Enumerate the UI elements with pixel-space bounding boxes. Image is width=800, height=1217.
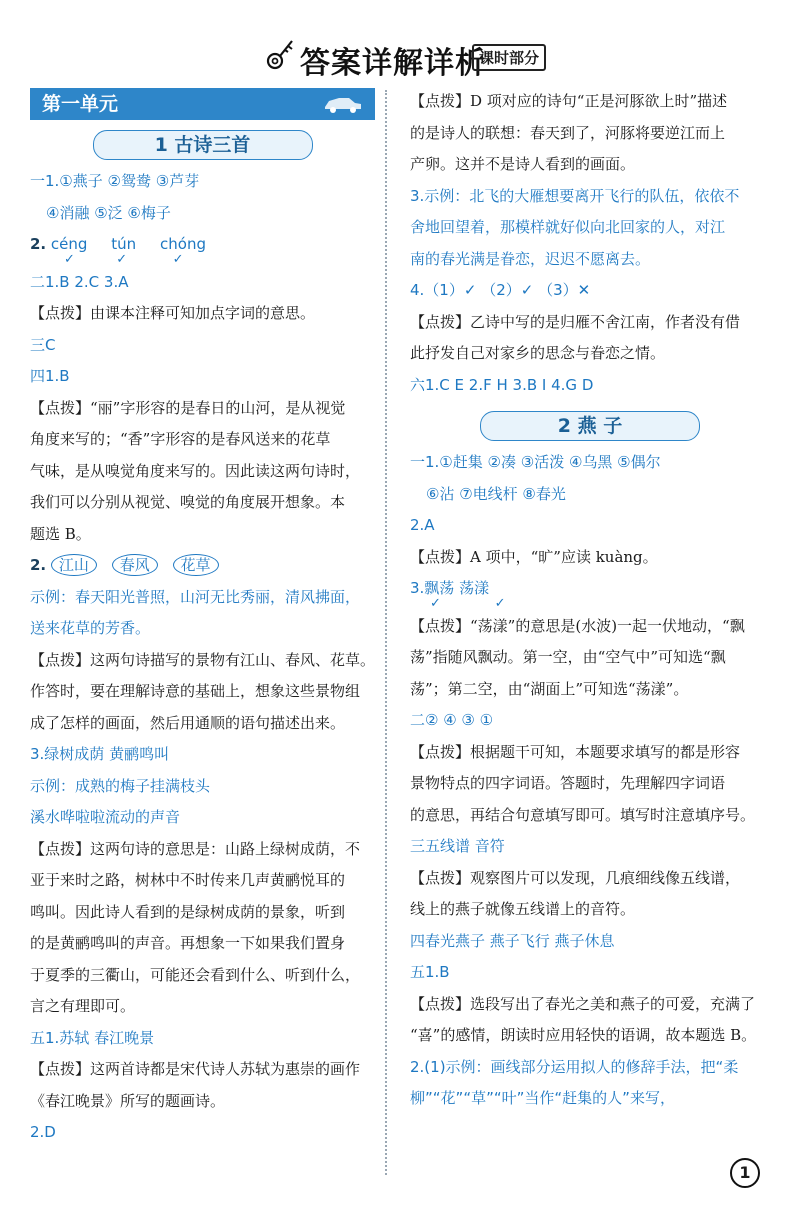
lesson-title: 1 古诗三首 xyxy=(93,130,313,160)
unit-title: 第一单元 xyxy=(42,93,119,115)
tip-line: 此抒发自己对家乡的思念与眷恋之情。 xyxy=(410,344,666,362)
tip-line: 【点拨】D 项对应的诗句“正是河豚欲上时”描述 xyxy=(410,92,728,110)
tip-line: 产卵。这并不是诗人看到的画面。 xyxy=(410,155,636,173)
tip-line: 【点拨】“荡漾”的意思是(水波)一起一伏地动，“飘 xyxy=(410,616,745,635)
oval-answers xyxy=(30,550,375,582)
pinyin-item: céng xyxy=(50,235,88,253)
tip-line: 【点拨】“丽”字形容的是春日的山河，是从视觉 xyxy=(30,398,346,417)
tip-line: 线上的燕子就像五线谱上的音符。 xyxy=(410,900,636,918)
tip-line: 【点拨】观察图片可以发现，几痕细线像五线谱， xyxy=(410,868,741,887)
tip-line: 亚于来时之路，树林中不时传来几声黄鹂悦耳的 xyxy=(30,871,346,889)
page-title: 答案详解详析 xyxy=(300,46,486,81)
tip-line: 的是诗人的联想：春天到了，河豚将要逆江而上 xyxy=(410,123,726,142)
answer-line: 一1.①赶集 ②凑 ③活泼 ④乌黑 ⑤偶尔 xyxy=(410,453,661,471)
tip-line: 成了怎样的画面，然后用通顺的语句描述出来。 xyxy=(30,713,346,732)
answer-line: 五1.B xyxy=(410,963,450,981)
tip-line: 题选 B。 xyxy=(30,524,91,543)
check-marks: ✓ ✓ xyxy=(430,595,506,611)
tip-line: 【点拨】乙诗中写的是归雁不舍江南，作者没有借 xyxy=(410,312,741,331)
tip-line: 气味，是从嗅觉角度来写的。因此读这两句诗时， xyxy=(30,461,361,480)
tip-line: 【点拨】由课本注释可知加点字词的意思。 xyxy=(30,304,316,322)
section-tag: 课时部分 xyxy=(472,44,546,71)
answer-line: 3.飘荡 荡漾 xyxy=(410,579,490,597)
oval-answer: 江山 xyxy=(51,554,97,576)
answer-line: 3.绿树成荫 黄鹂鸣叫 xyxy=(30,745,170,763)
answer-line: 三C xyxy=(30,335,56,354)
example-line: 3.示例：北飞的大雁想要离开飞行的队伍，依依不 xyxy=(410,186,740,205)
tip-line: 【点拨】选段写出了春光之美和燕子的可爱，充满了 xyxy=(410,994,756,1013)
tip-line: 【点拨】这两句诗描写的景物有江山、春风、花草。 xyxy=(30,650,376,669)
tip-line: 荡”；第二空，由“湖面上”可知选“荡漾”。 xyxy=(410,679,689,698)
tip-line: 荡”指随风飘动。第一空，由“空气中”可知选“飘 xyxy=(410,648,726,666)
left-column xyxy=(30,86,375,1149)
tip-line: “喜”的感情，朗读时应用轻快的语调，故本题选 B。 xyxy=(410,1026,757,1044)
tip-line: 角度来写的；“香”字形容的是春风送来的花草 xyxy=(30,430,331,448)
answer-line: 2.A xyxy=(410,516,435,534)
tip-line: 《春江晚景》所写的题画诗。 xyxy=(30,1091,226,1110)
answer-line: 四1.B xyxy=(30,367,70,385)
example-line: 示例：成熟的梅子挂满枝头 xyxy=(30,776,211,795)
page-header xyxy=(0,34,800,81)
page-number: 1 xyxy=(730,1158,760,1188)
oval-answer: 春风 xyxy=(112,554,158,576)
key-icon xyxy=(266,36,296,70)
tip-line: 【点拨】这两句诗的意思是：山路上绿树成荫，不 xyxy=(30,839,361,858)
example-line: 舍地回望着，那模样就好似向北回家的人，对江 xyxy=(410,218,726,236)
answer-line: 五1.苏轼 春江晚景 xyxy=(30,1028,155,1047)
tip-line: 景物特点的四字词语。答题时，先理解四字词语 xyxy=(410,774,726,792)
answer-line: 三五线谱 音符 xyxy=(410,837,505,855)
tip-line: 我们可以分别从视觉、嗅觉的角度展开想象。本 xyxy=(30,493,346,511)
answer-line: 四春光燕子 燕子飞行 燕子休息 xyxy=(410,931,615,950)
tip-line: 的意思，再结合句意填写即可。填写时注意填序号。 xyxy=(410,805,756,824)
tip-line: 【点拨】A 项中，“旷”应读 kuàng。 xyxy=(410,547,658,566)
unit-banner xyxy=(30,88,375,120)
column-divider xyxy=(385,90,387,1175)
example-line: 2.(1)示例：画线部分运用拟人的修辞手法，把“柔 xyxy=(410,1057,739,1076)
right-column xyxy=(410,86,770,1115)
answer-line: 六1.C E 2.F H 3.B I 4.G D xyxy=(410,375,594,394)
pinyin-item: tún xyxy=(111,235,137,253)
lesson-title: 2 燕 子 xyxy=(480,411,700,441)
tip-line: 的是黄鹂鸣叫的声音。再想象一下如果我们置身 xyxy=(30,934,346,952)
question-number: 2. xyxy=(30,556,47,574)
oval-answer: 花草 xyxy=(173,554,219,576)
tip-line: 【点拨】根据题干可知，本题要求填写的都是形容 xyxy=(410,742,741,761)
answer-line: 二② ④ ③ ① xyxy=(410,711,494,729)
example-line: 送来花草的芳香。 xyxy=(30,619,151,637)
example-line: 柳”“花”“草”“叶”当作“赶集的人”来写， xyxy=(410,1089,675,1107)
answer-line: ⑥沾 ⑦电线杆 ⑧春光 xyxy=(426,484,566,503)
question-number: 2. xyxy=(30,235,47,253)
example-line: 南的春光满是眷恋，迟迟不愿离去。 xyxy=(410,249,651,268)
answer-line: ④消融 ⑤泛 ⑥梅子 xyxy=(46,203,171,222)
tip-line: 于夏季的三衢山，可能还会看到什么、听到什么， xyxy=(30,965,361,984)
tip-line: 作答时，要在理解诗意的基础上，想象这些景物组 xyxy=(30,682,361,700)
tip-line: 言之有理即可。 xyxy=(30,997,136,1015)
example-line: 示例：春天阳光普照，山河无比秀丽，清风拂面， xyxy=(30,587,361,606)
tip-line: 鸣叫。因此诗人看到的是绿树成荫的景象，听到 xyxy=(30,902,346,921)
example-line: 溪水哗啦啦流动的声音 xyxy=(30,808,181,826)
answer-line: 4.（1）✓ （2）✓ （3）✕ xyxy=(410,281,591,299)
answer-line: 2.D xyxy=(30,1123,56,1141)
answer-line: 一1.①燕子 ②鸳鸯 ③芦芽 xyxy=(30,172,200,190)
car-icon xyxy=(321,94,365,114)
check-marks: ✓ ✓ ✓ xyxy=(64,251,184,267)
answer-line: 二1.B 2.C 3.A xyxy=(30,272,129,291)
pinyin-item: chóng xyxy=(160,235,206,253)
tip-line: 【点拨】这两首诗都是宋代诗人苏轼为惠崇的画作 xyxy=(30,1060,361,1078)
